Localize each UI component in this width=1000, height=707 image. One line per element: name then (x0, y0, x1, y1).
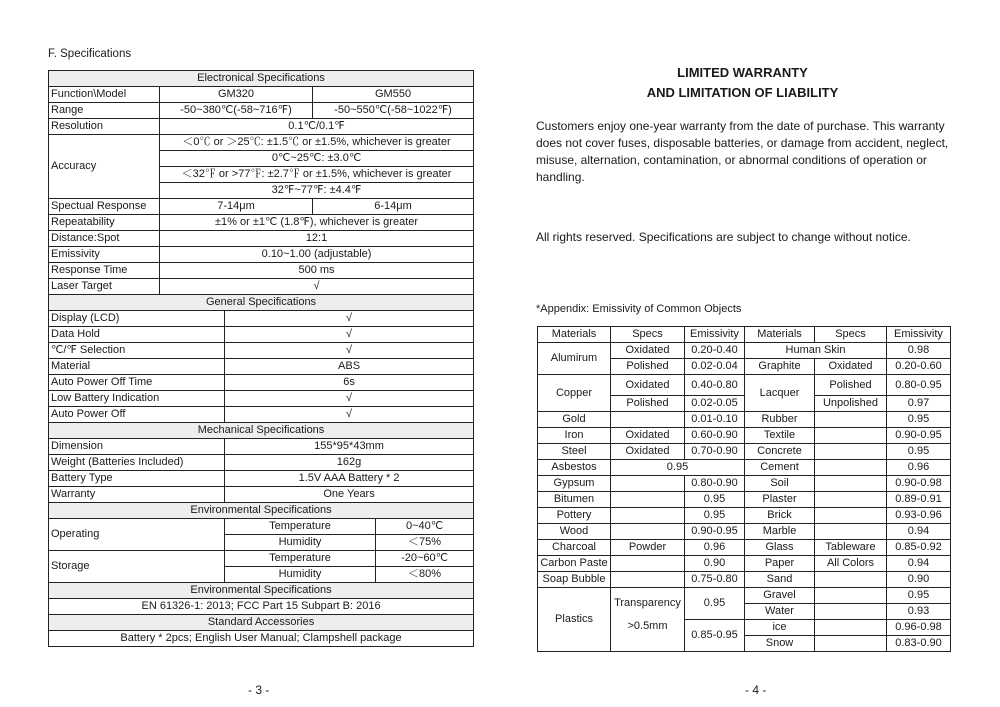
table-row: Warranty One Years (49, 487, 474, 503)
table-row: Repeatability ±1% or ±1℃ (1.8℉), whichever is greater (49, 215, 474, 231)
table-row: Operating Temperature 0~40℃ (49, 519, 474, 535)
section-electronical: Electronical Specifications (49, 71, 474, 87)
table-row: Soap Bubble 0.75-0.80 Sand 0.90 (538, 572, 951, 588)
table-row: Laser Target √ (49, 279, 474, 295)
table-row: Battery Type 1.5V AAA Battery * 2 (49, 471, 474, 487)
page-number-right: - 4 - (745, 683, 767, 697)
section-mechanical: Mechanical Specifications (49, 423, 474, 439)
table-row: Bitumen 0.95 Plaster 0.89-0.91 (538, 492, 951, 508)
section-accessories: Standard Accessories (49, 615, 474, 631)
table-row: Plastics Transparency 0.95 Gravel 0.95 (538, 588, 951, 604)
table-header: Materials Specs Emissivity Materials Specs Emissivity (538, 327, 951, 343)
table-row: Range -50~380℃(-58~716℉) -50~550℃(-58~1022℉) (49, 103, 474, 119)
table-row: Gypsum 0.80-0.90 Soil 0.90-0.98 (538, 476, 951, 492)
table-row: Data Hold √ (49, 327, 474, 343)
table-row: ℃/℉ Selection √ (49, 343, 474, 359)
table-row: Function\Model GM320 GM550 (49, 87, 474, 103)
table-row: Pottery 0.95 Brick 0.93-0.96 (538, 508, 951, 524)
table-row: Storage Temperature -20~60℃ (49, 551, 474, 567)
table-row: Material ABS (49, 359, 474, 375)
section-environmental: Environmental Specifications (49, 503, 474, 519)
table-row: Alumirum Oxidated 0.20-0.40 Human Skin 0.98 (538, 343, 951, 359)
table-row: Water 0.93 (538, 604, 951, 620)
section-general: General Specifications (49, 295, 474, 311)
rights-notice: All rights reserved. Specifications are subject to change without notice. (536, 230, 911, 244)
table-row: Resolution 0.1℃/0.1℉ (49, 119, 474, 135)
specifications-table: Electronical Specifications Function\Model GM320 GM550 Range -50~380℃(-58~716℉) -50~550℃(-58~1022℉) Resolution 0.1℃/0.1℉ Accuracy ＜0℃ or ＞25℃: ±1.5℃ or ±1.5%, whichever is greater 0℃~25℃: ±3.0℃ ＜32℉ or >77℉: ±2.7℉ or ±1.5%, whichever is greater 32℉~77℉: ±4.4℉ Spectual Response 7-14μm 6-14μm Repeatability ±1% or ±1℃ (1.8℉), whichever is greater Distance:Spot 12:1 Emissivity 0.10~1.00 (adjustable) Response Time 500 ms Laser Target √ General Specifications Display (LCD) √ Data Hold √ ℃/℉ Selection √ Material ABS Auto Power Off Time 6s Low Battery Indication √ Auto Power Off √ Mechanical Specifications Dimension 155*95*43mm Weight (Batteries Included) 162g Battery Type 1.5V AAA Battery * 2 Warranty One Years Environmental Specifications Operating Temperature 0~40℃ Humidity ＜75% Storage Temperature -20~60℃ Humidity ＜80% Environmental Specifications EN 61326-1: 2013; FCC Part 15 Subpart B: 2016 Standard Accessories Battery * 2pcs; English User Manual; Clampshell package (48, 70, 474, 647)
table-row: Auto Power Off Time 6s (49, 375, 474, 391)
table-row: Steel Oxidated 0.70-0.90 Concrete 0.95 (538, 444, 951, 460)
warranty-title: LIMITED WARRANTY AND LIMITATION OF LIABILITY (646, 65, 839, 100)
table-row: Asbestos 0.95 Cement 0.96 (538, 460, 951, 476)
table-row: Copper Oxidated 0.40-0.80 Lacquer Polished 0.80-0.95 (538, 375, 951, 396)
table-row: >0.5mm 0.85-0.95 ice 0.96-0.98 (538, 620, 951, 636)
table-row: EN 61326-1: 2013; FCC Part 15 Subpart B: 2016 (49, 599, 474, 615)
table-row: Polished 0.02-0.04 Graphite Oxidated 0.20-0.60 (538, 359, 951, 375)
table-row: Low Battery Indication √ (49, 391, 474, 407)
table-row: Carbon Paste 0.90 Paper All Colors 0.94 (538, 556, 951, 572)
table-row: Accuracy ＜0℃ or ＞25℃: ±1.5℃ or ±1.5%, whichever is greater (49, 135, 474, 151)
table-row: Snow 0.83-0.90 (538, 636, 951, 652)
page-number-left: - 3 - (248, 683, 270, 697)
section-environmental-2: Environmental Specifications (49, 583, 474, 599)
table-row: Charcoal Powder 0.96 Glass Tableware 0.85-0.92 (538, 540, 951, 556)
appendix-title: *Appendix: Emissivity of Common Objects (536, 303, 742, 315)
table-row: Spectual Response 7-14μm 6-14μm (49, 199, 474, 215)
table-row: Dimension 155*95*43mm (49, 439, 474, 455)
table-row: Distance:Spot 12:1 (49, 231, 474, 247)
table-row: Emissivity 0.10~1.00 (adjustable) (49, 247, 474, 263)
table-row: Iron Oxidated 0.60-0.90 Textile 0.90-0.95 (538, 428, 951, 444)
table-row: Response Time 500 ms (49, 263, 474, 279)
emissivity-table (537, 326, 951, 652)
table-row: Wood 0.90-0.95 Marble 0.94 (538, 524, 951, 540)
table-row: Auto Power Off √ (49, 407, 474, 423)
table-row: Weight (Batteries Included) 162g (49, 455, 474, 471)
warranty-paragraph: Customers enjoy one-year warranty from the date of purchase. This warranty does not cover fuses, disposable batteries, or damage from accident, neglect, misuse, alternation, contamination, or abnormal conditions of operation or handling. (536, 119, 949, 184)
table-row: Battery * 2pcs; English User Manual; Clampshell package (49, 631, 474, 647)
table-row: Gold 0.01-0.10 Rubber 0.95 (538, 412, 951, 428)
spec-heading: F. Specifications (48, 48, 132, 60)
table-row: Display (LCD) √ (49, 311, 474, 327)
table-row: Polished 0.02-0.05 Unpolished 0.97 (538, 396, 951, 412)
